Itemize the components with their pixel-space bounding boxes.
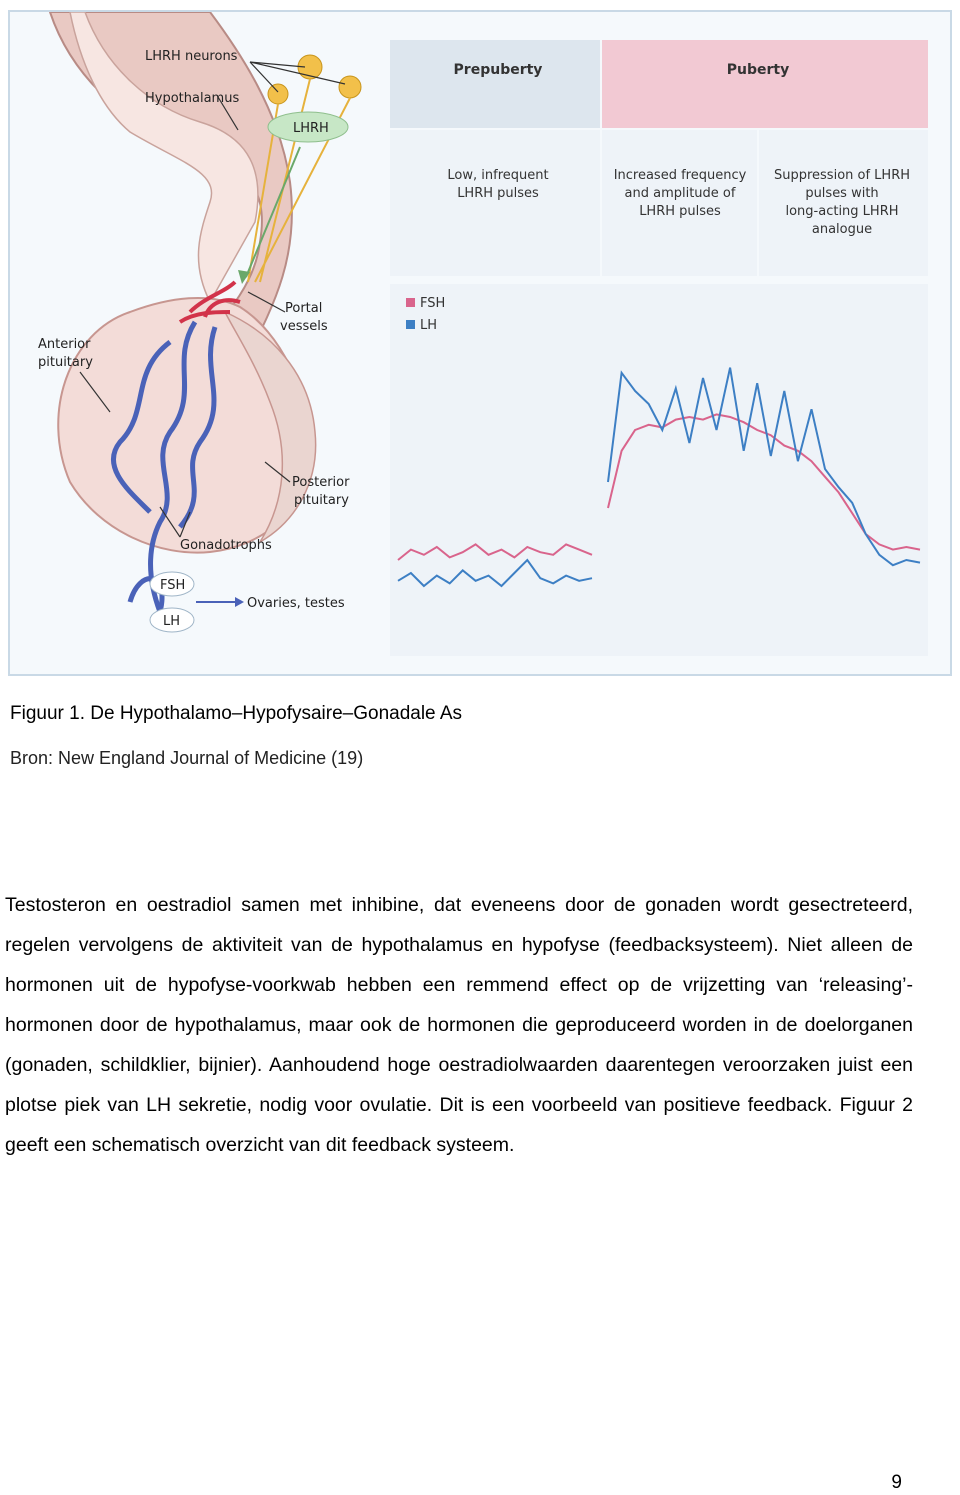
legend-lh-swatch [406,320,415,329]
figure-frame [8,10,952,676]
body-paragraph: Testosteron en oestradiol samen met inhibine, dat eveneens door de gonaden wordt gesectreteerd, regelen vervolgens de aktiviteit van de hypothalamus en hypofyse (feedbacksysteem). Niet alleen de hormonen uit de hypofyse-voorkwab hebben een remmend effect op de vrijzetting van ‘releasing’-hormonen door de hypothalamus, maar ook de hormonen die geproduceerd worden in de doelorganen (gonaden, schildklier, bijnier). Aanhoudend hoge oestradiolwaarden daarentegen veroorzaken juist een plotse piek van LH sekretie, nodig voor ovulatie. Dit is een voorbeeld van positieve feedback. Figuur 2 geeft een schematisch overzicht van dit feedback systeem. [5,894,913,1156]
anterior-pituitary-label-2: pituitary [38,355,93,370]
col1-desc-bg [390,130,600,276]
legend-fsh-label: FSH [420,296,446,311]
col2-desc-line3: LHRH pulses [639,204,721,219]
fsh-label: FSH [160,578,186,593]
col3-desc-line3: long-acting LHRH [785,204,899,219]
legend-fsh-swatch [406,298,415,307]
chart-panel-bg [390,284,928,656]
col3-desc-line1: Suppression of LHRH [773,168,911,183]
col2-desc-line2: and amplitude of [624,186,736,201]
col3-desc-line2: pulses with [805,186,879,201]
posterior-pituitary-label-1: Posterior [292,475,350,490]
puberty-header-bg [602,40,928,128]
posterior-pituitary-label-2: pituitary [294,493,349,508]
lh-label: LH [163,614,181,629]
col2-desc-line1: Increased frequency [613,168,747,183]
col1-desc-line2: LHRH pulses [457,186,539,201]
lhrh-label: LHRH [293,121,329,136]
gonadotrophs-label: Gonadotrophs [180,538,272,553]
col3-desc-bg [759,130,928,276]
anterior-pituitary-label-1: Anterior [38,337,91,352]
figure-svg [10,12,950,674]
col2-desc-bg [602,130,757,276]
hypothalamus-label: Hypothalamus [145,91,240,106]
prepuberty-header: Prepuberty [453,62,543,78]
page-number: 9 [891,1472,902,1493]
portal-vessels-label-1: Portal [285,301,323,316]
col1-desc-line1: Low, infrequent [447,168,549,183]
anterior-pituitary-shape [58,298,310,553]
portal-vessels-label-2: vessels [280,319,328,334]
figure-caption-title: Figuur 1. De Hypothalamo–Hypofysaire–Gonadale As [10,703,463,724]
col3-desc-line4: analogue [811,222,873,237]
puberty-header: Puberty [726,62,790,78]
lhrh-neurons-label: LHRH neurons [145,49,238,64]
ovaries-testes-label: Ovaries, testes [247,596,345,611]
figure-caption-source: Bron: New England Journal of Medicine (19) [10,748,364,768]
prepuberty-header-bg [390,40,600,128]
legend-lh-label: LH [420,318,438,333]
